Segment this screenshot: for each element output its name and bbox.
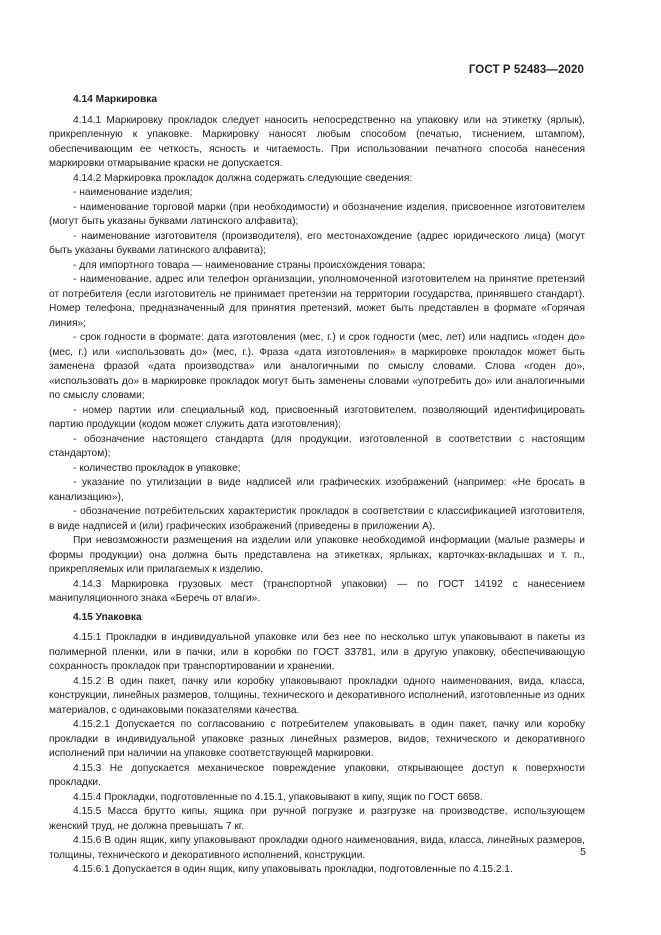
list-item: - обозначение потребительских характеристик прокладок в соответствии с классификацией изготовителя, в виде надписей и (или) графических изображений (приведены в приложении А). <box>49 506 585 532</box>
paragraph: 4.15.2.1 Допускается по согласованию с потребителем упаковывать в один пакет, пачку или коробку прокладки в индивидуальной упаковке разных линейных размеров, видов, технического и декоративного исполнений при наличии на упаковке соответствующей маркировки. <box>49 719 585 759</box>
paragraph: 4.15.2 В один пакет, пачку или коробку упаковывают прокладки одного наименования, вида, класса, конструкции, линейных размеров, толщины, технического и декоративного исполнений, изготовленные из одних материалов, с одинаковыми показателями качества. <box>49 675 585 716</box>
paragraph: 4.15.1 Прокладки в индивидуальной упаковке или без нее по несколько штук упаковывают в пакеты из полимерной пленки, или в пачки, или в коробки по ГОСТ 33781, или в другую упаковку, обеспечивающую сохранность прокладок при транспортировании и хранении. <box>49 632 585 672</box>
paragraph: 4.15.5 Масса брутто кипы, ящика при ручной погрузке и разгрузке на производстве, использующем женский труд, не должна превышать 7 кг. <box>49 806 585 832</box>
list-item: - обозначение настоящего стандарта (для продукции, изготовленной в соответствии с настоящим стандартом); <box>49 433 585 459</box>
paragraph: 4.14.3 Маркировка грузовых мест (транспортной упаковки) — по ГОСТ 14192 с нанесением манипуляционного знака «Беречь от влаги». <box>49 578 585 604</box>
section-heading-4-15: 4.15 Упаковка <box>73 611 142 623</box>
section-heading-4-14: 4.14 Маркировка <box>73 94 157 105</box>
list-item: - наименование, адрес или телефон организации, уполномоченной изготовителем на принятие претензий от потребителя (если изготовитель не принимает претензии на территории государства, принявшего стандарт). Номер телефона, предназначенный для принятия претензий, может быть представлен в формате «Горячая линия»; <box>49 274 585 329</box>
paragraph: 4.14.2 Маркировка прокладок должна содержать следующие сведения: <box>73 172 413 184</box>
list-item: - наименование изделия; <box>73 187 193 198</box>
page-number: 5 <box>580 846 586 858</box>
document-body <box>49 93 585 878</box>
paragraph: При невозможности размещения на изделии или упаковке необходимой информации (малые размеры и формы продукции) она должна быть представлена на этикетках, ярлыках, карточках-вкладышах и т. п., прикрепляемых или прилагаемых к изделию. <box>49 535 585 575</box>
list-item: - наименование изготовителя (производителя), его местонахождение (адрес юридического лица) (могут быть указаны буквами латинского алфавита); <box>49 230 585 256</box>
paragraph: 4.14.1 Маркировку прокладок следует наносить непосредственно на упаковку или на этикетку (ярлык), прикрепленную к упаковке. Маркировку наносят любым способом (печатью, тиснением, штампом), обеспечивающим ее четкость, ясность и читаемость. При использовании печатного способа нанесения маркировки отмарывание краски не допускается. <box>49 114 585 169</box>
list-item: - наименование торговой марки (при необходимости) и обозначение изделия, присвоенное изготовителем (могут быть указаны буквами латинского алфавита); <box>49 201 585 227</box>
paragraph: 4.15.6.1 Допускается в один ящик, кипу упаковывать прокладки, подготовленные по 4.15.2.1. <box>73 864 513 875</box>
paragraph: 4.15.4 Прокладки, подготовленные по 4.15.1, упаковывают в кипу, ящик по ГОСТ 6658. <box>73 791 483 803</box>
list-item: - номер партии или специальный код, присвоенный изготовителем, позволяющий идентифицировать партию продукции (кодом может служить дата изготовления); <box>49 404 585 430</box>
list-item: - срок годности в формате: дата изготовления (мес, г.) и срок годности (мес, лет) или надпись «годен до» (мес, г.) или «использовать до» (мес, г.). Фраза «дата изготовления» в маркировке прокладок может быть заменена фразой «дата производства» или аналогичными по смыслу словами. Слова «годен до», «использовать до» в маркировке прокладок могут быть заменены словами «употребить до» или аналогичными по смыслу словами; <box>49 332 585 401</box>
list-item: - указание по утилизации в виде надписей или графических изображений (например: «Не бросать в канализацию»), <box>49 477 585 503</box>
paragraph: 4.15.3 Не допускается механическое повреждение упаковки, открывающее доступ к поверхности прокладки. <box>49 762 585 788</box>
list-item: - количество прокладок в упаковке; <box>73 462 241 474</box>
paragraph: 4.15.6 В один ящик, кипу упаковывают прокладки одного наименования, вида, класса, линейных размеров, толщины, технического и декоративного исполнений, конструкции. <box>49 835 585 861</box>
document-code: ГОСТ Р 52483—2020 <box>468 64 584 76</box>
list-item: - для импортного товара — наименование страны происхождения товара; <box>73 259 426 271</box>
